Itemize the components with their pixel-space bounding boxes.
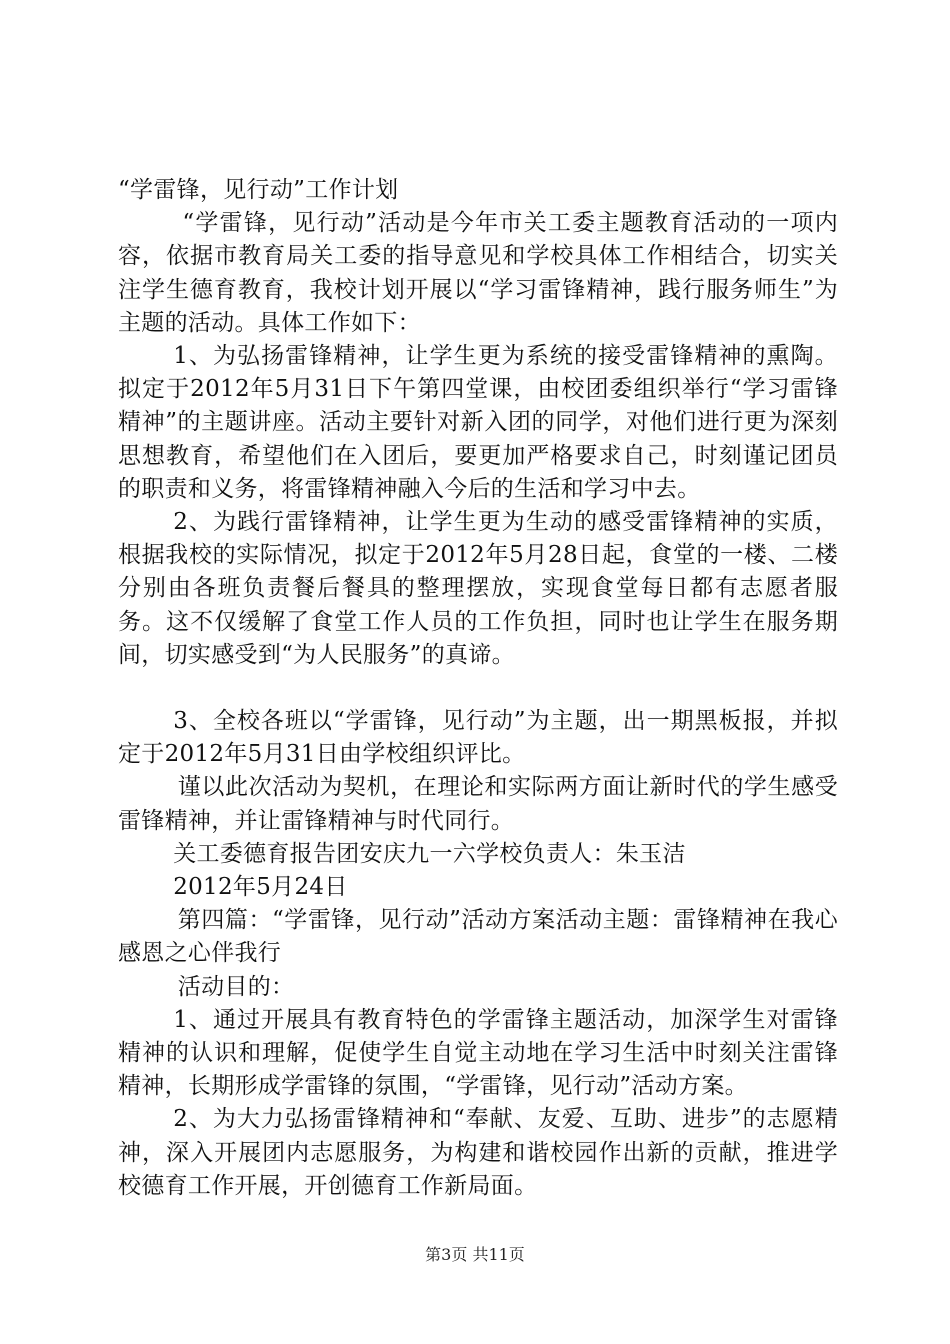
document-body: [118, 174, 838, 1203]
paragraph-section-heading: 第四篇：“学雷锋，见行动”活动方案活动主题：雷锋精神在我心感恩之心伴我行: [118, 907, 838, 967]
page-indicator: 第3页 共11页: [425, 1245, 525, 1264]
paragraph-date: 2012年5月24日: [173, 874, 348, 901]
paragraph-spacer: [118, 672, 838, 705]
document-title: “学雷锋，见行动”工作计划: [118, 177, 399, 203]
paragraph-purpose-1: 1、通过开展具有教育特色的学雷锋主题活动，加深学生对雷锋精神的认识和理解，促使学生自觉主动地在学习生活中时刻关注雷锋精神，长期形成学雷锋的氛围，“学雷锋，见行动”活动方案。: [118, 1006, 838, 1100]
paragraph-purpose-2: 2、为大力弘扬雷锋精神和“奉献、友爱、互助、进步”的志愿精神，深入开展团内志愿服务，为构建和谐校园作出新的贡献，推进学校德育工作开展，开创德育工作新局面。: [118, 1106, 838, 1199]
paragraph-item-1: 1、为弘扬雷锋精神，让学生更为系统的接受雷锋精神的熏陶。拟定于2012年5月31日下午第四堂课，由校团委组织举行“学习雷锋精神”的主题讲座。活动主要针对新入团的同学，对他们进行更为深刻思想教育，希望他们在入团后，要更加严格要求自己，时刻谨记团员的职责和义务，将雷锋精神融入今后的生活和学习中去。: [118, 343, 838, 502]
paragraph-signature: 关工委德育报告团安庆九一六学校负责人：朱玉洁: [173, 840, 686, 867]
paragraph-intro: “学雷锋，见行动”活动是今年市关工委主题教育活动的一项内容，依据市教育局关工委的指导意见和学校具体工作相结合，切实关注学生德育教育，我校计划开展以“学习雷锋精神，践行服务师生”为主题的活动。具体工作如下：: [118, 210, 838, 336]
paragraph-purpose-heading: 活动目的：: [177, 973, 295, 1000]
paragraph-item-2: 2、为践行雷锋精神，让学生更为生动的感受雷锋精神的实质，根据我校的实际情况，拟定于2012年5月28日起，食堂的一楼、二楼分别由各班负责餐后餐具的整理摆放，实现食堂每日都有志愿者服务。这不仅缓解了食堂工作人员的工作负担，同时也让学生在服务期间，切实感受到“为人民服务”的真谛。: [118, 509, 838, 668]
paragraph-item-3: 3、全校各班以“学雷锋，见行动”为主题，出一期黑板报，并拟定于2012年5月31日由学校组织评比。: [118, 708, 838, 768]
paragraph-closing: 谨以此次活动为契机，在理论和实际两方面让新时代的学生感受雷锋精神，并让雷锋精神与时代同行。: [118, 774, 838, 834]
